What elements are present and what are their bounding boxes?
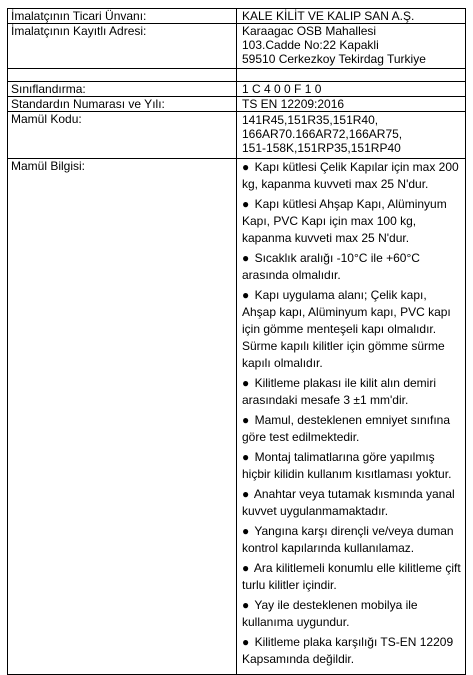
list-item-text: Mamul, desteklenen emniyet sınıfına göre test edilmektedir.	[242, 413, 451, 444]
list-item-text: Ara kilitlemeli konumlu elle kilitleme çift turlu kilitler içindir.	[242, 561, 461, 592]
list-item-text: Yangına karşı dirençli ve/veya duman kontrol kapılarında kullanılamaz.	[242, 524, 454, 555]
list-item-text: Anahtar veya tutamak kısmında yanal kuvvet uygulanmamaktadır.	[242, 487, 455, 518]
manufacturer-address-row	[8, 24, 466, 69]
standard-row	[8, 97, 466, 112]
bullet-icon: ●	[242, 450, 250, 464]
manufacturer-name-value: KALE KİLİT VE KALIP SAN A.Ş.	[237, 9, 466, 24]
list-item	[242, 486, 462, 520]
list-item	[242, 634, 462, 668]
bullet-icon: ●	[242, 635, 250, 649]
standard-label: Standardın Numarası ve Yılı:	[8, 97, 237, 112]
list-item-text: Montaj talimatlarına göre yapılmış hiçbir kilidin kullanım kısıtlaması yoktur.	[242, 450, 452, 481]
bullet-icon: ●	[242, 524, 250, 538]
manufacturer-address-label: İmalatçının Kayıtlı Adresi:	[8, 24, 237, 69]
list-item-text: Kapı kütlesi Ahşap Kapı, Alüminyum Kapı, PVC Kapı için max 100 kg, kapanma kuvveti max 25 N'dur.	[242, 197, 447, 245]
list-item	[242, 159, 462, 193]
list-item	[242, 196, 462, 247]
product-code-line: 151-158K,151RP35,151RP40	[242, 141, 401, 155]
product-code-line: 166AR70.166AR72,166AR75,	[242, 127, 403, 141]
product-info-table	[7, 8, 466, 675]
bullet-icon: ●	[242, 197, 250, 211]
list-item	[242, 375, 462, 409]
list-item-text: Kapı kütlesi Çelik Kapılar için max 200 kg, kapanma kuvveti max 25 N'dur.	[242, 160, 459, 191]
list-item-text: Sıcaklık aralığı -10°C ile +60°C arasında olmalıdır.	[242, 251, 420, 282]
list-item-text: Kilitleme plakası ile kilit alın demiri arasındaki mesafe 3 ±1 mm'dir.	[242, 376, 436, 407]
list-item	[242, 523, 462, 557]
bullet-icon: ●	[242, 160, 250, 174]
address-line: Karaagac OSB Mahallesi	[242, 24, 377, 38]
address-line: 103.Cadde No:22 Kapakli	[242, 38, 379, 52]
product-code-label: Mamül Kodu:	[8, 112, 237, 159]
bullet-icon: ●	[242, 561, 250, 575]
bullet-icon: ●	[242, 251, 250, 265]
list-item	[242, 597, 462, 631]
manufacturer-name-label: İmalatçının Ticari Ünvanı:	[8, 9, 237, 24]
list-item	[242, 250, 462, 284]
list-item-text: Yay ile desteklenen mobilya ile kullanıma uygundur.	[242, 598, 418, 629]
blank-row	[8, 69, 466, 82]
manufacturer-address-value	[237, 24, 466, 69]
classification-row	[8, 82, 466, 97]
bullet-icon: ●	[242, 487, 250, 501]
manufacturer-name-row	[8, 9, 466, 24]
product-info-list	[242, 159, 462, 674]
list-item-text: Kapı uygulama alanı; Çelik kapı, Ahşap kapı, Alüminyum kapı, PVC kapı için gömme menteşeli kapı olmalıdır. Sürme kapılı kilitler için gömme sürme kapılı olmalıdır.	[242, 288, 451, 370]
list-item	[242, 560, 462, 594]
product-code-row	[8, 112, 466, 159]
blank-cell	[237, 69, 466, 82]
bullet-icon: ●	[242, 376, 250, 390]
product-code-value	[237, 112, 466, 159]
bullet-icon: ●	[242, 288, 250, 302]
product-info-label: Mamül Bilgisi:	[8, 159, 237, 675]
product-info-value	[237, 159, 466, 675]
list-item	[242, 287, 462, 372]
classification-label: Sınıflandırma:	[8, 82, 237, 97]
blank-cell	[8, 69, 237, 82]
product-info-row	[8, 159, 466, 675]
classification-value: 1 C 4 0 0 F 1 0	[237, 82, 466, 97]
product-declaration-sheet	[7, 8, 466, 675]
bullet-icon: ●	[242, 413, 250, 427]
address-line: 59510 Cerkezkoy Tekirdag Turkiye	[242, 52, 426, 66]
product-code-line: 141R45,151R35,151R40,	[242, 113, 379, 127]
list-item	[242, 412, 462, 446]
list-item	[242, 449, 462, 483]
list-item-text: Kilitleme plaka karşılığı TS-EN 12209 Kapsamında değildir.	[242, 635, 454, 666]
bullet-icon: ●	[242, 598, 250, 612]
standard-value: TS EN 12209:2016	[237, 97, 466, 112]
